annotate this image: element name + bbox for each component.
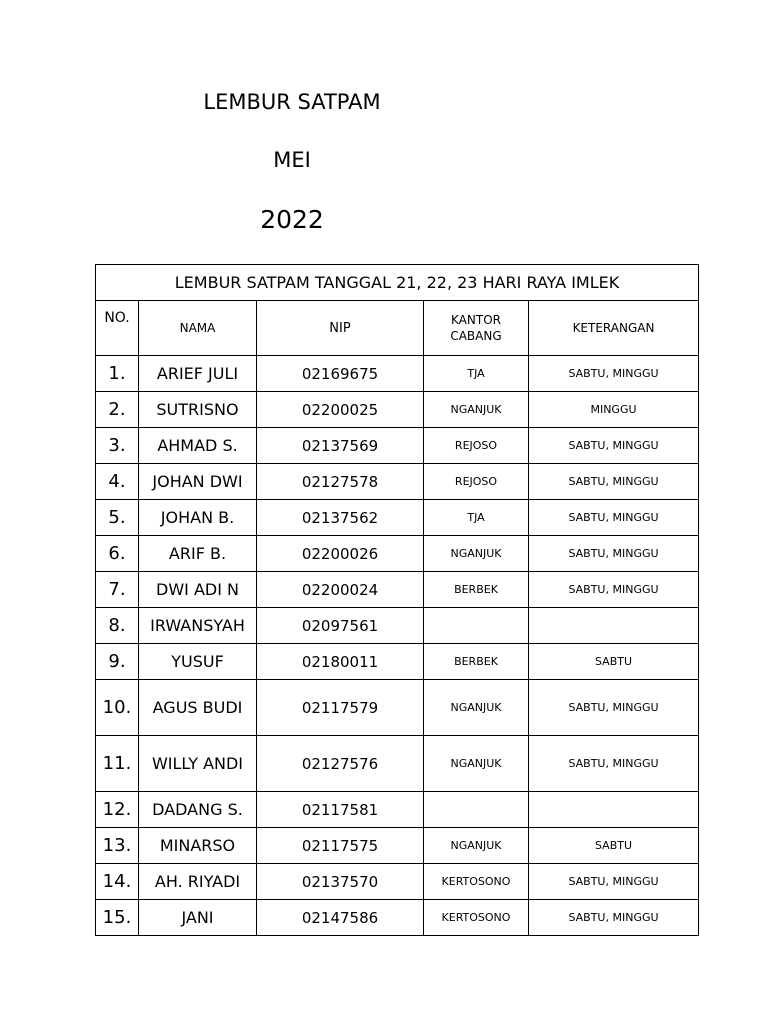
- cell-nip: 02127576: [257, 736, 424, 792]
- cell-kantor-cabang: REJOSO: [424, 464, 529, 500]
- cell-no: 14.: [96, 864, 139, 900]
- cell-nip: 02097561: [257, 608, 424, 644]
- cell-nip: 02137562: [257, 500, 424, 536]
- cell-no: 9.: [96, 644, 139, 680]
- cell-keterangan: SABTU, MINGGU: [529, 736, 699, 792]
- table-row: [96, 500, 699, 536]
- cell-keterangan: [529, 792, 699, 828]
- table-row: [96, 864, 699, 900]
- cell-kantor-cabang: BERBEK: [424, 644, 529, 680]
- table-row: [96, 356, 699, 392]
- cell-nama: AH. RIYADI: [139, 864, 257, 900]
- cell-nip: 02117581: [257, 792, 424, 828]
- cell-no: 11.: [96, 736, 139, 792]
- header-kantor-line-2: CABANG: [450, 329, 502, 343]
- table-row: [96, 680, 699, 736]
- cell-no: 7.: [96, 572, 139, 608]
- cell-keterangan: MINGGU: [529, 392, 699, 428]
- header-nama: NAMA: [139, 301, 257, 356]
- table-row: [96, 608, 699, 644]
- table-row: [96, 464, 699, 500]
- cell-kantor-cabang: KERTOSONO: [424, 864, 529, 900]
- cell-nama: JOHAN DWI: [139, 464, 257, 500]
- cell-kantor-cabang: [424, 792, 529, 828]
- table-row: [96, 828, 699, 864]
- cell-nama: DADANG S.: [139, 792, 257, 828]
- cell-kantor-cabang: TJA: [424, 356, 529, 392]
- cell-keterangan: SABTU, MINGGU: [529, 428, 699, 464]
- cell-nama: ARIEF JULI: [139, 356, 257, 392]
- cell-kantor-cabang: NGANJUK: [424, 680, 529, 736]
- cell-nama: WILLY ANDI: [139, 736, 257, 792]
- cell-nip: 02169675: [257, 356, 424, 392]
- cell-nip: 02180011: [257, 644, 424, 680]
- cell-kantor-cabang: BERBEK: [424, 572, 529, 608]
- cell-keterangan: SABTU, MINGGU: [529, 500, 699, 536]
- document-title: LEMBUR SATPAM: [203, 90, 381, 114]
- cell-no: 1.: [96, 356, 139, 392]
- cell-kantor-cabang: NGANJUK: [424, 392, 529, 428]
- cell-no: 10.: [96, 680, 139, 736]
- cell-nama: ARIF B.: [139, 536, 257, 572]
- table-row: [96, 392, 699, 428]
- cell-no: 2.: [96, 392, 139, 428]
- cell-nip: 02137570: [257, 864, 424, 900]
- header-nip: NIP: [257, 301, 424, 356]
- table-row: [96, 536, 699, 572]
- cell-nama: JANI: [139, 900, 257, 936]
- cell-kantor-cabang: TJA: [424, 500, 529, 536]
- cell-nama: IRWANSYAH: [139, 608, 257, 644]
- cell-no: 4.: [96, 464, 139, 500]
- cell-nip: 02147586: [257, 900, 424, 936]
- cell-nip: 02200025: [257, 392, 424, 428]
- cell-keterangan: SABTU, MINGGU: [529, 864, 699, 900]
- cell-kantor-cabang: NGANJUK: [424, 536, 529, 572]
- cell-nip: 02117579: [257, 680, 424, 736]
- cell-kantor-cabang: NGANJUK: [424, 736, 529, 792]
- cell-keterangan: SABTU: [529, 828, 699, 864]
- cell-nip: 02117575: [257, 828, 424, 864]
- cell-no: 8.: [96, 608, 139, 644]
- header-keterangan: KETERANGAN: [529, 301, 699, 356]
- cell-nama: SUTRISNO: [139, 392, 257, 428]
- cell-keterangan: SABTU, MINGGU: [529, 572, 699, 608]
- cell-kantor-cabang: NGANJUK: [424, 828, 529, 864]
- cell-nip: 02200024: [257, 572, 424, 608]
- table-header-row: [96, 301, 699, 356]
- cell-no: 13.: [96, 828, 139, 864]
- document-year: 2022: [260, 205, 324, 234]
- table-row: [96, 644, 699, 680]
- cell-nama: AGUS BUDI: [139, 680, 257, 736]
- header-kantor-cabang: [424, 301, 529, 356]
- cell-nama: DWI ADI N: [139, 572, 257, 608]
- cell-kantor-cabang: REJOSO: [424, 428, 529, 464]
- overtime-table: [95, 264, 699, 936]
- cell-nama: YUSUF: [139, 644, 257, 680]
- header-no: NO.: [96, 301, 139, 356]
- cell-no: 15.: [96, 900, 139, 936]
- cell-keterangan: SABTU, MINGGU: [529, 680, 699, 736]
- table-banner: LEMBUR SATPAM TANGGAL 21, 22, 23 HARI RAYA IMLEK: [96, 265, 699, 301]
- cell-keterangan: SABTU, MINGGU: [529, 536, 699, 572]
- cell-keterangan: SABTU, MINGGU: [529, 900, 699, 936]
- table-banner-row: [96, 265, 699, 301]
- cell-no: 12.: [96, 792, 139, 828]
- header-kantor-line-1: KANTOR: [451, 313, 501, 327]
- cell-no: 6.: [96, 536, 139, 572]
- table-row: [96, 736, 699, 792]
- cell-kantor-cabang: [424, 608, 529, 644]
- cell-kantor-cabang: KERTOSONO: [424, 900, 529, 936]
- document-month: MEI: [273, 148, 311, 172]
- table-row: [96, 792, 699, 828]
- cell-nama: JOHAN B.: [139, 500, 257, 536]
- cell-nip: 02127578: [257, 464, 424, 500]
- cell-nip: 02137569: [257, 428, 424, 464]
- cell-no: 3.: [96, 428, 139, 464]
- cell-keterangan: [529, 608, 699, 644]
- cell-keterangan: SABTU, MINGGU: [529, 464, 699, 500]
- table-row: [96, 900, 699, 936]
- table-row: [96, 428, 699, 464]
- cell-nip: 02200026: [257, 536, 424, 572]
- cell-no: 5.: [96, 500, 139, 536]
- cell-nama: MINARSO: [139, 828, 257, 864]
- cell-keterangan: SABTU: [529, 644, 699, 680]
- table-row: [96, 572, 699, 608]
- cell-nama: AHMAD S.: [139, 428, 257, 464]
- cell-keterangan: SABTU, MINGGU: [529, 356, 699, 392]
